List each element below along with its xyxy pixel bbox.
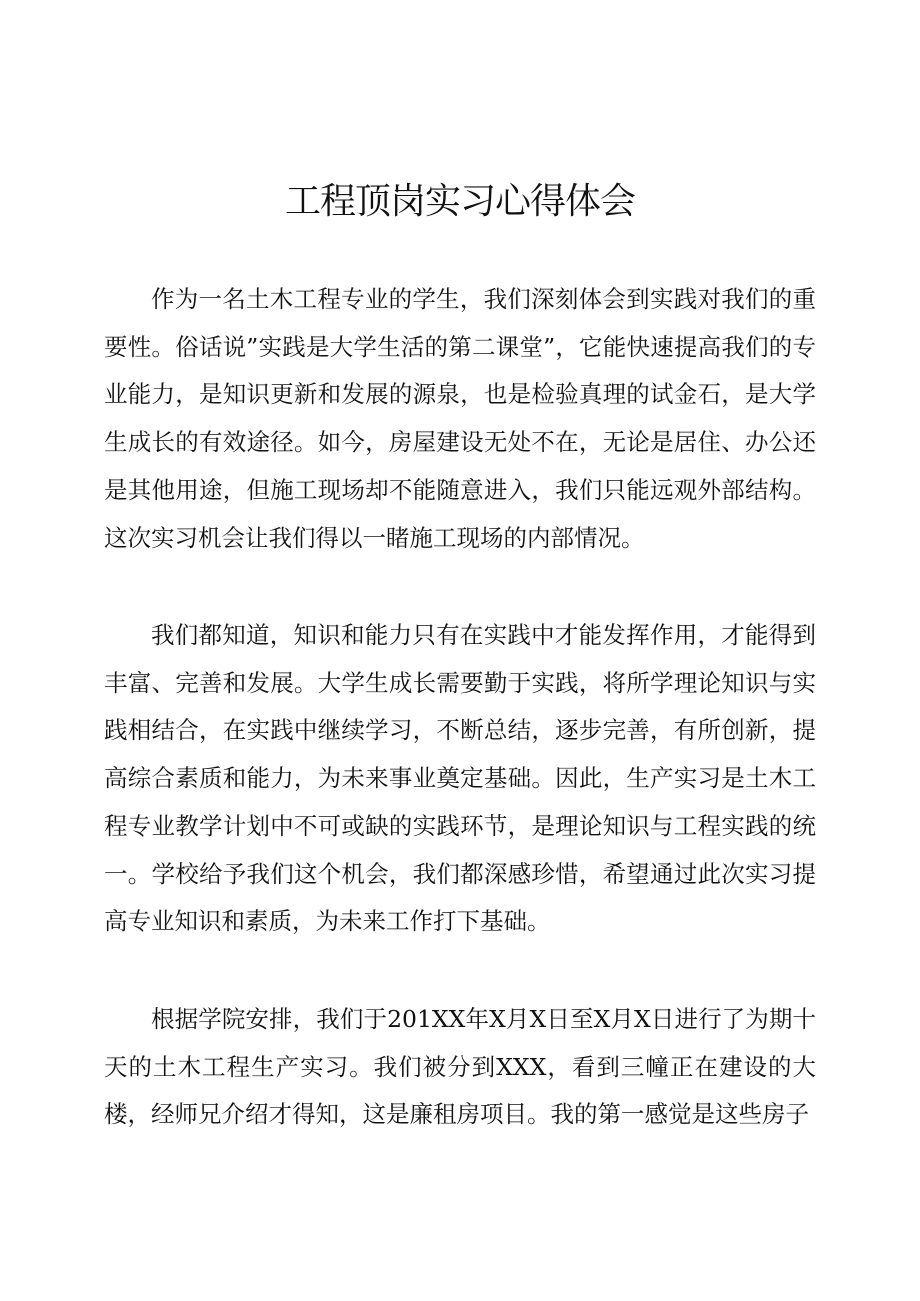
paragraph-3: 根据学院安排，我们于201XX年X月X日至X月X日进行了为期十天的土木工程生产实习。我们被分到XXX，看到三幢正在建设的大楼，经师兄介绍才得知，这是廉租房项目。我的第一感觉是这些房子 [104, 1005, 816, 1129]
paragraph-2: 我们都知道，知识和能力只有在实践中才能发挥作用，才能得到丰富、完善和发展。大学生成长需要勤于实践，将所学理论知识与实践相结合，在实践中继续学习，不断总结，逐步完善，有所创新，提高综合素质和能力，为未来事业奠定基础。因此，生产实习是土木工程专业教学计划中不可或缺的实践环节，是理论知识与工程实践的统一。学校给予我们这个机会，我们都深感珍惜，希望通过此次实习提高专业知识和素质，为未来工作打下基础。 [104, 621, 816, 936]
document-title: 工程顶岗实习心得体会 [284, 181, 635, 222]
paragraph-1: 作为一名土木工程专业的学生，我们深刻体会到实践对我们的重要性。俗话说”实践是大学生活的第二课堂”，它能快速提高我们的专业能力，是知识更新和发展的源泉，也是检验真理的试金石，是大学生成长的有效途径。如今，房屋建设无处不在，无论是居住、办公还是其他用途，但施工现场却不能随意进入，我们只能远观外部结构。这次实习机会让我们得以一睹施工现场的内部情况。 [104, 285, 816, 552]
